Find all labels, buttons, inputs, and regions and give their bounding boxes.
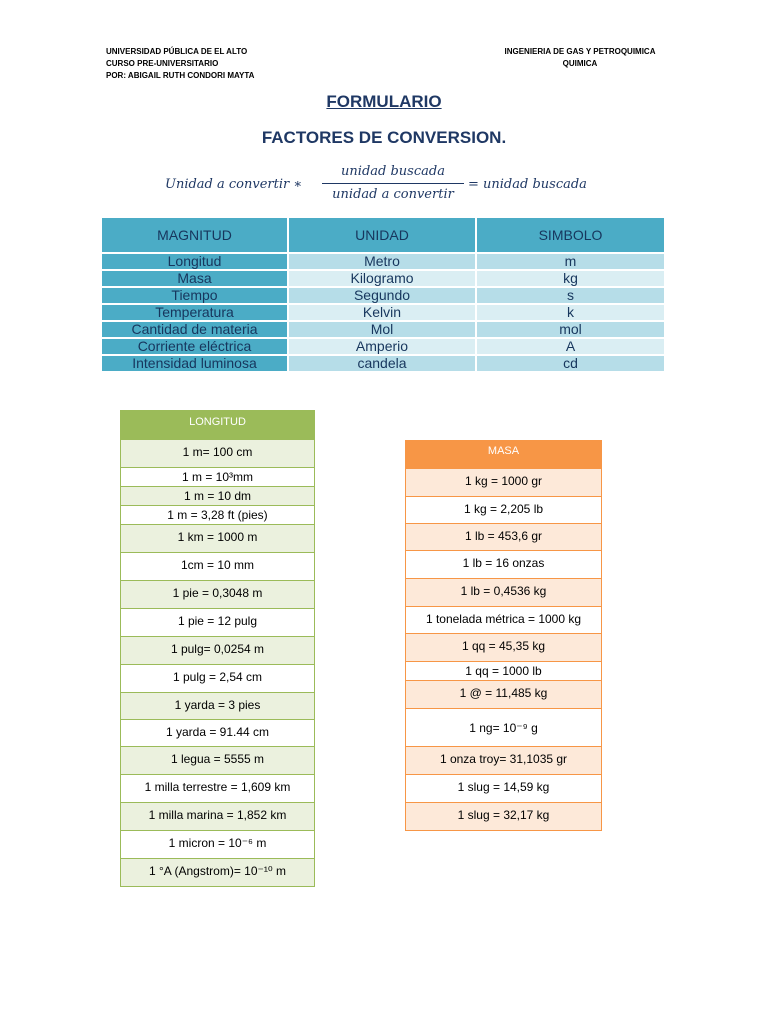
magnitud-cell: Temperatura [101, 304, 288, 321]
magnitud-cell: Cantidad de materia [101, 321, 288, 338]
magnitud-cell: Intensidad luminosa [101, 355, 288, 372]
unidad-cell: Amperio [288, 338, 476, 355]
table-row [101, 321, 665, 338]
masa-row: 1 onza troy= 31,1035 gr [406, 746, 601, 774]
table-header-row [101, 217, 665, 253]
longitud-row: 1 pulg= 0,0254 m [121, 636, 314, 664]
unidad-cell: Kilogramo [288, 270, 476, 287]
unidad-cell: candela [288, 355, 476, 372]
masa-row: 1 slug = 14,59 kg [406, 774, 601, 802]
header-right [490, 46, 670, 70]
masa-conversions [405, 440, 602, 831]
table-row [101, 270, 665, 287]
simbolo-cell: k [476, 304, 665, 321]
simbolo-cell: m [476, 253, 665, 270]
magnitud-cell: Masa [101, 270, 288, 287]
unidad-cell: Metro [288, 253, 476, 270]
subject-name: QUIMICA [562, 59, 598, 68]
unidad-cell: Mol [288, 321, 476, 338]
table-row [101, 304, 665, 321]
longitud-row: 1 micron = 10⁻⁶ m [121, 830, 314, 858]
masa-row: 1 lb = 0,4536 kg [406, 578, 601, 606]
course-name: CURSO PRE-UNIVERSITARIO [106, 59, 219, 68]
conversion-formula [0, 160, 768, 210]
longitud-row: 1 milla marina = 1,852 km [121, 802, 314, 830]
magnitud-cell: Corriente eléctrica [101, 338, 288, 355]
table-row [101, 355, 665, 372]
longitud-row: 1 m= 100 cm [121, 439, 314, 467]
unidad-cell: Kelvin [288, 304, 476, 321]
longitud-row: 1 km = 1000 m [121, 524, 314, 552]
masa-row: 1 lb = 453,6 gr [406, 523, 601, 550]
longitud-row: 1 m = 10 dm [121, 486, 314, 505]
masa-row: 1 qq = 45,35 kg [406, 633, 601, 661]
author: POR: ABIGAIL RUTH CONDORI MAYTA [106, 71, 255, 80]
simbolo-cell: mol [476, 321, 665, 338]
header-magnitud: MAGNITUD [101, 217, 288, 253]
university-name: UNIVERSIDAD PÚBLICA DE EL ALTO [106, 47, 248, 56]
masa-title: MASA [406, 441, 601, 468]
longitud-row: 1 legua = 5555 m [121, 746, 314, 774]
longitud-conversions [120, 410, 315, 887]
header-unidad: UNIDAD [288, 217, 476, 253]
longitud-row: 1 pie = 12 pulg [121, 608, 314, 636]
magnitud-cell: Tiempo [101, 287, 288, 304]
masa-row: 1 lb = 16 onzas [406, 550, 601, 578]
page-subtitle: FACTORES DE CONVERSION. [261, 128, 507, 147]
unidad-cell: Segundo [288, 287, 476, 304]
formula-denominator: unidad a convertir [332, 187, 454, 202]
career-name: INGENIERIA DE GAS Y PETROQUIMICA [504, 47, 656, 56]
formula-lhs: Unidad a convertir ∗ [165, 177, 303, 192]
header-left [106, 46, 254, 82]
table-row [101, 338, 665, 355]
si-units-table [100, 216, 666, 373]
header-simbolo: SIMBOLO [476, 217, 665, 253]
masa-row: 1 qq = 1000 lb [406, 661, 601, 680]
masa-row: 1 @ = 11,485 kg [406, 680, 601, 708]
longitud-row: 1 pie = 0,3048 m [121, 580, 314, 608]
simbolo-cell: cd [476, 355, 665, 372]
formula-fraction [322, 163, 464, 204]
formula-numerator: unidad buscada [341, 164, 445, 179]
masa-row: 1 tonelada métrica = 1000 kg [406, 606, 601, 633]
formula-rhs: = unidad buscada [468, 177, 587, 192]
magnitud-cell: Longitud [101, 253, 288, 270]
masa-row: 1 kg = 1000 gr [406, 468, 601, 496]
fraction-bar [322, 183, 464, 184]
longitud-row: 1 m = 10³mm [121, 467, 314, 486]
longitud-row: 1 m = 3,28 ft (pies) [121, 505, 314, 524]
simbolo-cell: s [476, 287, 665, 304]
longitud-row: 1 pulg = 2,54 cm [121, 664, 314, 692]
longitud-row: 1 yarda = 3 pies [121, 692, 314, 719]
longitud-row: 1cm = 10 mm [121, 552, 314, 580]
masa-row: 1 ng= 10⁻⁹ g [406, 708, 601, 746]
masa-row: 1 slug = 32,17 kg [406, 802, 601, 830]
page-title: FORMULARIO [326, 92, 442, 111]
longitud-title: LONGITUD [121, 411, 314, 439]
simbolo-cell: kg [476, 270, 665, 287]
longitud-row: 1 milla terrestre = 1,609 km [121, 774, 314, 802]
table-row [101, 287, 665, 304]
table-row [101, 253, 665, 270]
masa-row: 1 kg = 2,205 lb [406, 496, 601, 523]
longitud-row: 1 °A (Angstrom)= 10⁻¹⁰ m [121, 858, 314, 886]
simbolo-cell: A [476, 338, 665, 355]
longitud-row: 1 yarda = 91.44 cm [121, 719, 314, 746]
